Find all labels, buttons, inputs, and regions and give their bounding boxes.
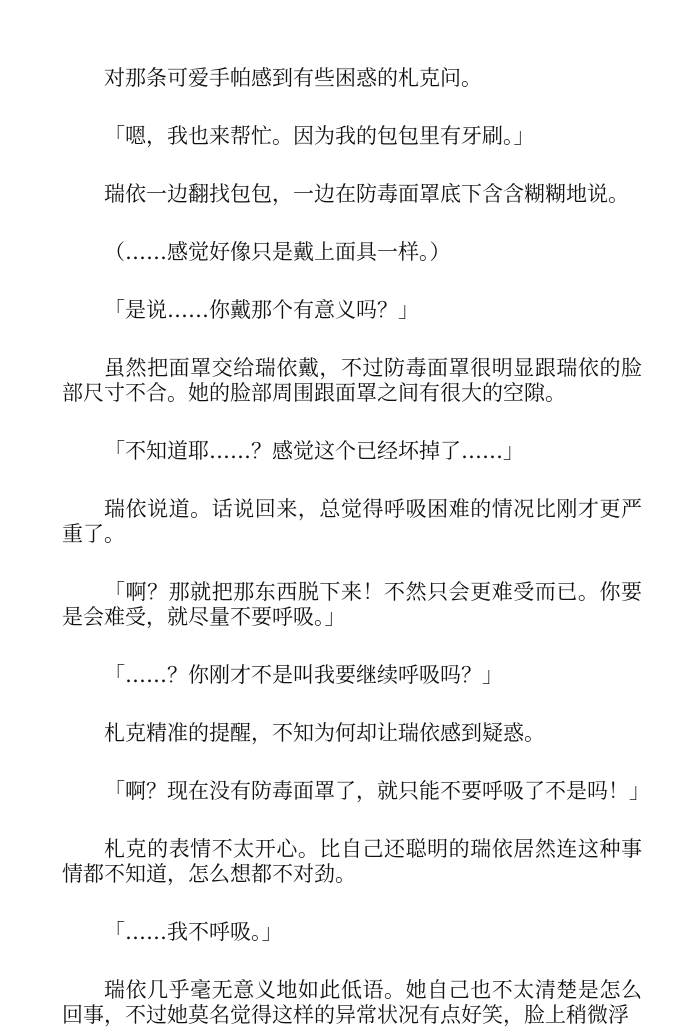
paragraph-14: 「……我不呼吸。」: [104, 920, 283, 944]
paragraph-1: 对那条可爱手帕感到有些困惑的札克问。: [104, 66, 482, 90]
paragraph-12: 「啊？现在没有防毒面罩了，就只能不要呼吸了不是吗！」: [104, 779, 650, 803]
paragraph-7: 「不知道耶……？感觉这个已经坏掉了……」: [104, 439, 524, 463]
book-page: [62, 66, 650, 1028]
paragraph-9: 「啊？那就把那东西脱下来！不然只会更难受而已。你要是会难受，就尽量不要呼吸。」: [62, 580, 642, 629]
paragraph-11: 札克精准的提醒，不知为何却让瑞依感到疑惑。: [104, 721, 545, 745]
paragraph-4: （……感觉好像只是戴上面具一样。）: [104, 240, 451, 264]
paragraph-13: 札克的表情不太开心。比自己还聪明的瑞依居然连这种事情都不知道，怎么想都不对劲。: [62, 837, 642, 886]
paragraph-10: 「……？你刚才不是叫我要继续呼吸吗？」: [104, 663, 503, 687]
paragraph-3: 瑞依一边翻找包包，一边在防毒面罩底下含含糊糊地说。: [104, 182, 629, 206]
paragraph-15: 瑞依几乎毫无意义地如此低语。她自己也不太清楚是怎么回事，不过她莫名觉得这样的异常状况有点好笑，脸上稍微浮: [62, 978, 642, 1027]
paragraph-2: 「嗯，我也来帮忙。因为我的包包里有牙刷。」: [104, 124, 535, 148]
paragraph-6: 虽然把面罩交给瑞依戴，不过防毒面罩很明显跟瑞依的脸部尺寸不合。她的脸部周围跟面罩之间有很大的空隙。: [62, 356, 642, 405]
paragraph-8: 瑞依说道。话说回来，总觉得呼吸困难的情况比刚才更严重了。: [62, 497, 642, 546]
paragraph-5: 「是说……你戴那个有意义吗？」: [104, 298, 419, 322]
